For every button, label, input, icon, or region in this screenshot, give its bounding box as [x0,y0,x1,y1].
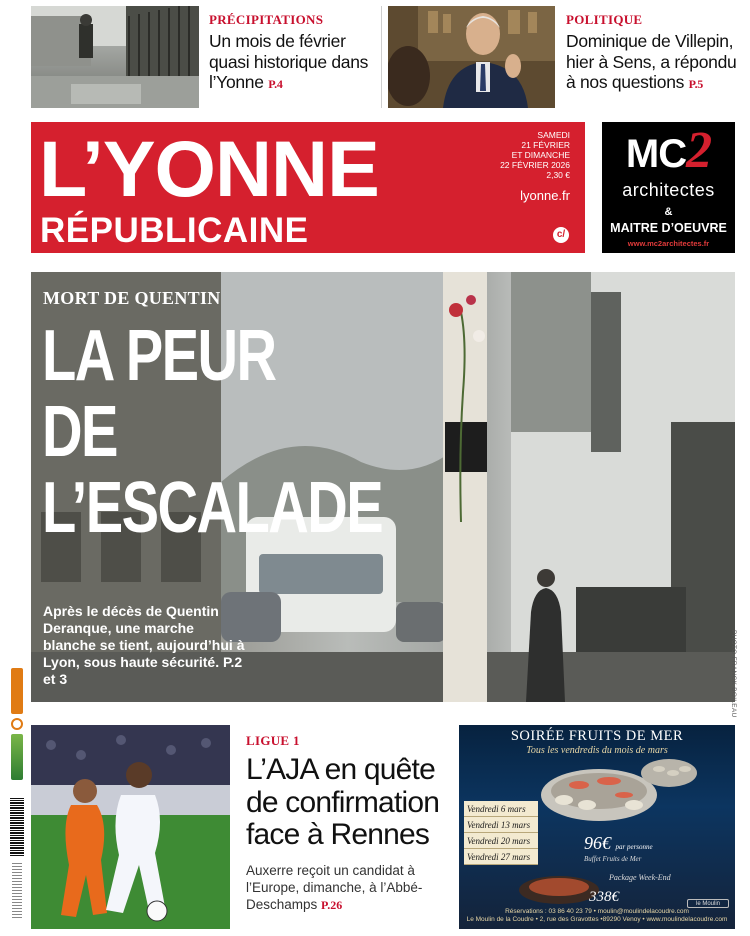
hero-lede: Après le décès de Quentin Deranque, une marche blanche se tient, aujourd’hui à Lyon, sous haute sécurité. P.2 et 3 [43,603,245,687]
newspaper-title: L’YONNE [39,124,379,213]
ad-package-price: 338€ [589,889,619,905]
barcode-icon [10,798,24,856]
ad-title: SOIRÉE FRUITS DE MER [510,728,684,744]
ad-line: MAITRE D’OEUVRE [610,221,727,235]
teaser-headline[interactable]: Dominique de Villepin, hier à Sens, a répondu à nos questions P.5 [566,31,737,92]
mc2-logo: MC2 [625,122,712,179]
photo-credit: PHOTO FRANCK BOILEAU [730,630,737,718]
hero-headline[interactable]: LA PEUR DE L’ESCALADE [42,316,383,548]
eco-logo-icon [11,734,23,780]
masthead[interactable] [31,122,585,253]
hero-kicker: MORT DE QUENTIN [43,288,221,308]
hero-story[interactable] [31,272,735,702]
ad-package: Package Week-End [609,873,671,882]
ad-contact[interactable]: Réservations : 03 86 40 23 79 • moulin@moulindelacoudre.com Le Moulin de la Coudre • 2, rue des Gravottes •89290 Venoy • www.moulindelacoudre.com [466,908,728,923]
page-ref: P.4 [268,77,283,91]
teaser-photo-villepin[interactable] [388,6,555,108]
ad-mc2-architectes[interactable] [602,122,735,253]
page-ref: P.2 et 3 [43,654,243,687]
sport-photo[interactable] [31,725,230,929]
teaser-precipitations[interactable] [209,12,374,95]
page-ref: P.26 [321,897,343,912]
ad-date: Vendredi 27 mars [464,849,538,865]
sport-headline[interactable]: L’AJA en quête de confirmation face à Rennes [246,753,440,851]
restaurant-logo: le Moulin [687,899,729,908]
ad-subtitle: Tous les vendredis du mois de mars [526,745,668,756]
ad-line: architectes [622,180,715,200]
ad-line: & [664,206,673,218]
ad-url[interactable]: www.mc2architectes.fr [627,239,710,248]
recycle-icon [11,718,23,730]
ad-price: 96€ par personne [584,833,653,853]
teaser-kicker: POLITIQUE [566,12,643,27]
teaser-headline[interactable]: Un mois de février quasi historique dans l’Yonne P.4 [209,31,369,92]
sport-article[interactable] [246,733,446,914]
website-link[interactable]: lyonne.fr [520,188,570,203]
newspaper-subtitle: RÉPUBLICAINE [40,211,309,250]
ad-date: Vendredi 6 mars [464,801,538,817]
ad-soiree-fruits-de-mer[interactable] [459,725,735,929]
teaser-photo-flood[interactable] [31,6,199,108]
page-ref: P.5 [688,77,703,91]
sport-kicker: LIGUE 1 [246,733,300,748]
sport-lede: Auxerre reçoit un candidat à l’Europe, dimanche, à l’Abbé-Deschamps P.26 [246,862,423,912]
issue-date: SAMEDI 21 FÉVRIER ET DIMANCHE 22 FÉVRIER 2026 2,30 € [500,130,570,180]
legal-mentions [12,862,22,918]
label-logo-icon [11,668,23,714]
teaser-kicker: PRÉCIPITATIONS [209,12,324,27]
ad-price-note: Buffet Fruits de Mer [584,855,642,863]
group-logo-icon: c/ [553,227,569,243]
ad-date: Vendredi 13 mars [464,817,538,833]
ad-date: Vendredi 20 mars [464,833,538,849]
ad-date-list [464,801,538,865]
divider [381,6,382,108]
teaser-politique[interactable] [566,12,746,95]
